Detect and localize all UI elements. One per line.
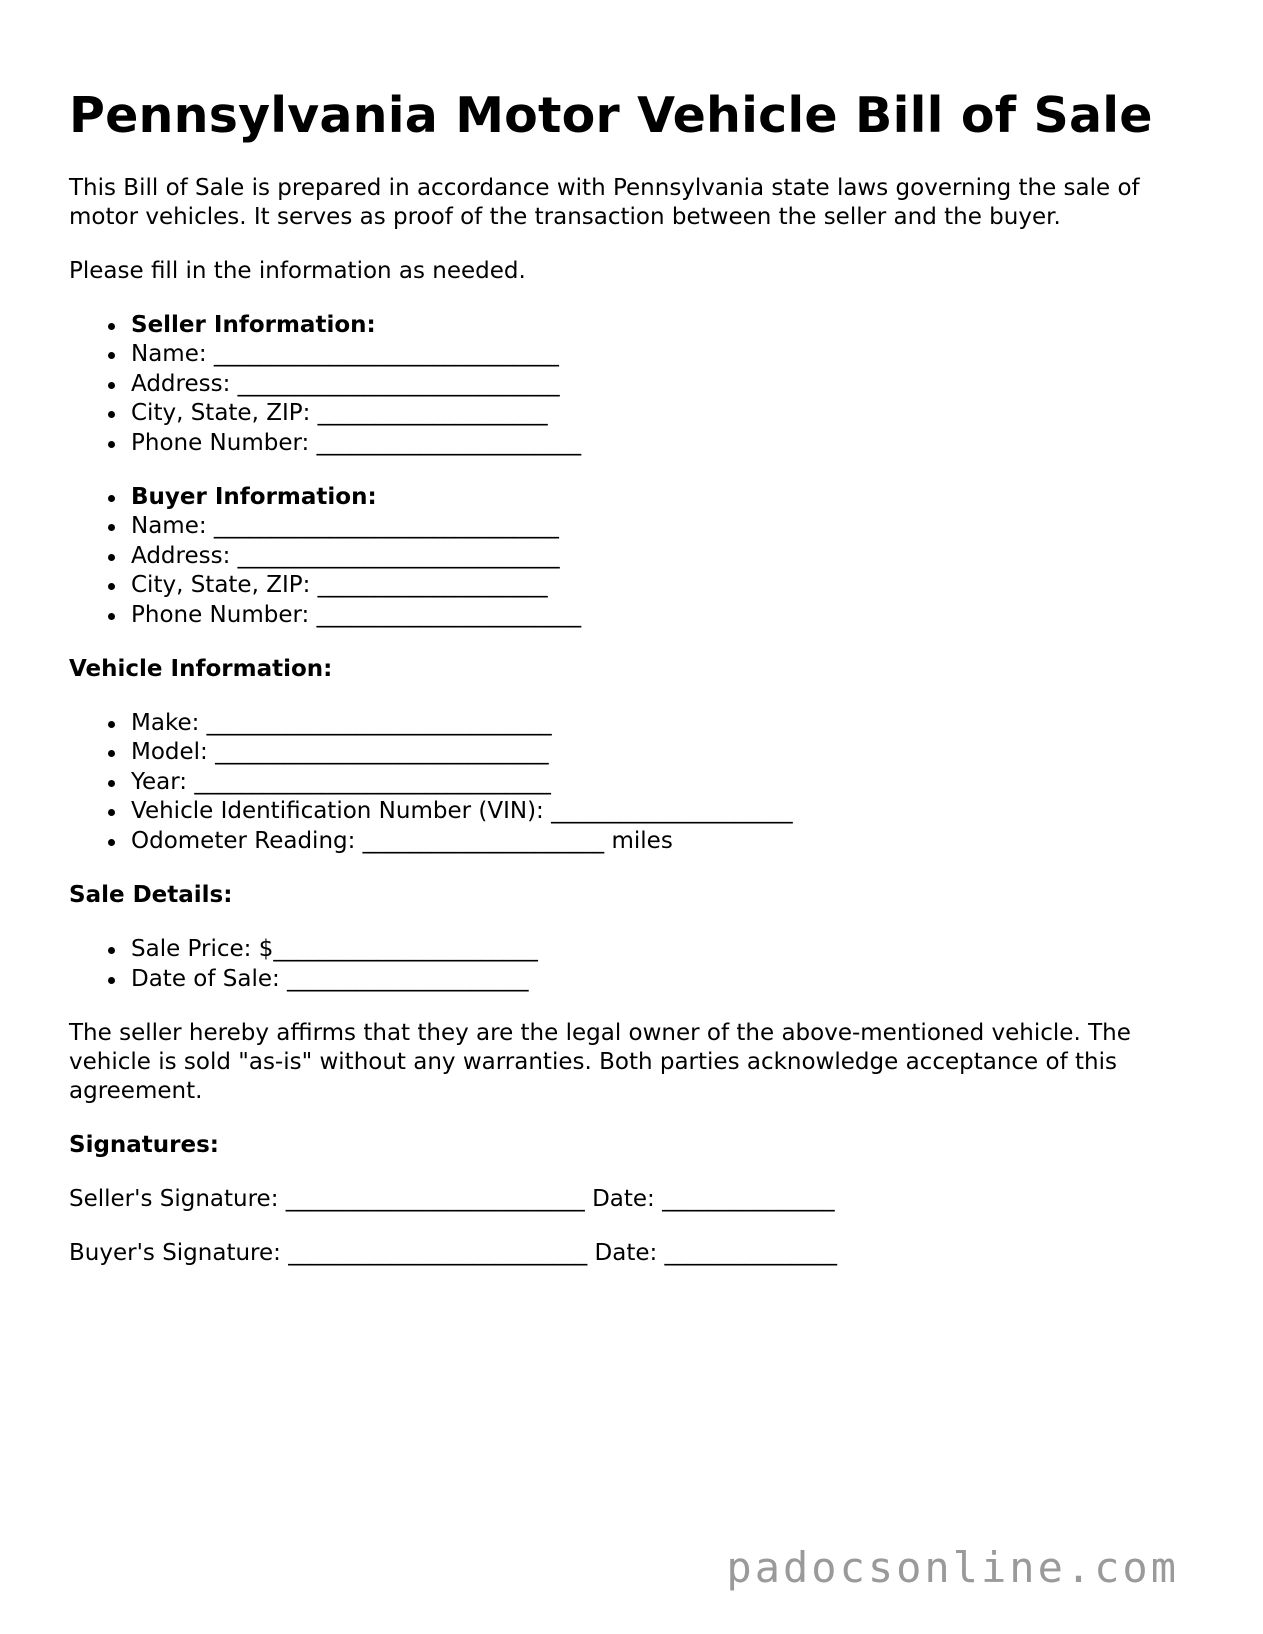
sale-details-heading: Sale Details: [69, 882, 233, 909]
site-watermark: padocsonline.com [726, 1543, 1179, 1592]
document-page [69, 84, 1199, 1293]
seller-city-state-zip-field: City, State, ZIP: ____________________ [131, 399, 1199, 428]
signatures-heading: Signatures: [69, 1131, 220, 1158]
sale-details-list [69, 935, 1199, 994]
seller-info-heading: Seller Information: [131, 311, 1199, 340]
buyer-info-heading: Buyer Information: [131, 483, 1199, 512]
instructions-paragraph: Please fill in the information as needed. [69, 258, 526, 284]
seller-address-field: Address: ____________________________ [131, 370, 1199, 399]
page-title: Pennsylvania Motor Vehicle Bill of Sale [69, 87, 1153, 144]
buyer-info-list [69, 483, 1199, 630]
seller-info-list [69, 311, 1199, 458]
vehicle-info-heading: Vehicle Information: [69, 656, 333, 683]
affirmation-paragraph: The seller hereby affirms that they are the legal owner of the above-mentioned vehicle. The vehicle is sold "as-is" without any warranties. Both parties acknowledge acceptance of this agreement. [69, 1019, 1131, 1104]
sale-price-field: Sale Price: $_______________________ [131, 935, 1199, 964]
vehicle-info-list [69, 709, 1199, 856]
buyer-address-field: Address: ____________________________ [131, 542, 1199, 571]
vehicle-model-field: Model: _____________________________ [131, 738, 1199, 767]
vehicle-odometer-field: Odometer Reading: _____________________ miles [131, 827, 1199, 856]
vehicle-year-field: Year: _______________________________ [131, 768, 1199, 797]
vehicle-vin-field: Vehicle Identification Number (VIN): _____________________ [131, 797, 1199, 826]
seller-name-field: Name: ______________________________ [131, 340, 1199, 369]
buyer-name-field: Name: ______________________________ [131, 512, 1199, 541]
buyer-phone-field: Phone Number: _______________________ [131, 601, 1199, 630]
buyer-signature-line: Buyer's Signature: __________________________ Date: _______________ [69, 1239, 838, 1266]
vehicle-make-field: Make: ______________________________ [131, 709, 1199, 738]
seller-signature-line: Seller's Signature: __________________________ Date: _______________ [69, 1185, 835, 1212]
sale-date-field: Date of Sale: _____________________ [131, 965, 1199, 994]
intro-paragraph: This Bill of Sale is prepared in accordance with Pennsylvania state laws governing the sale of motor vehicles. It serves as proof of the transaction between the seller and the buyer. [69, 175, 1140, 230]
buyer-city-state-zip-field: City, State, ZIP: ____________________ [131, 571, 1199, 600]
seller-phone-field: Phone Number: _______________________ [131, 429, 1199, 458]
